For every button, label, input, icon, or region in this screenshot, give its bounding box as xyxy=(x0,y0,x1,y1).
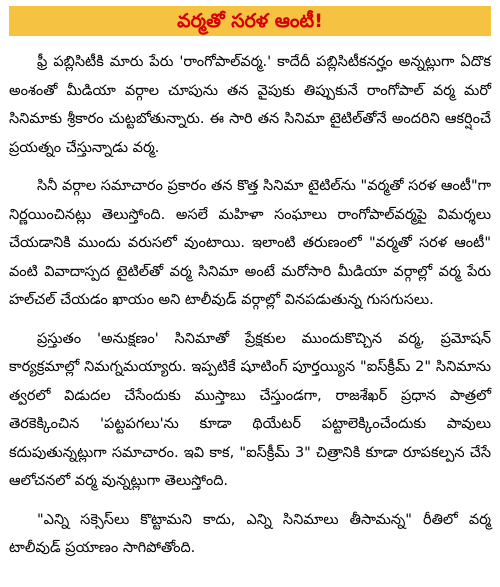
article-paragraph-1: ఫ్రీ పబ్లిసిటీకి మారు పేరు 'రాంగోపాల్‌వర్మ.' కాదేదీ పబ్లిసిటీకనర్హం అన్నట్లుగా ఏదొక అంశంతో మీడియా వర్గాల చూపును తన వైపుకు తిప్పుకునే రాంగోపాల్ వర్మ మరో సినిమాకు శ్రీకారం చుట్టబోతున్నారు. ఈ సారి తన సినిమా టైటిల్‌తోనే అందరిని ఆకర్షించే ప్రయత్నం చేస్తున్నాడు వర్మ. xyxy=(9,54,491,156)
article-body xyxy=(9,48,491,563)
article-paragraph-3: ప్రస్తుతం 'అనుక్షణం' సినిమాతో ప్రేక్షకుల ముందుకొచ్చిన వర్మ, ప్రమోషన్ కార్యక్రమాల్లో నిమగ్నమయ్యారు. ఇప్పటికే షూటింగ్ పూర్తయ్యిన "ఐస్‌క్రీమ్ 2" సినిమాను త్వరలో విడుదల చేసేందుకు ముస్తాబు చేస్తుండగా, రాజశేఖర్ ప్రధాన పాత్రలో తెరకెక్కించిన 'పట్టపగలు'ను కూడా థియేటర్ పట్టాలెక్కించేందుకు పావులు కదుపుతున్నట్లుగా సమాచారం. ఇవి కాక, "ఐస్‌క్రీమ్ 3" చిత్రానికి కూడా రూపకల్పన చేసే ఆలోచనలో వర్మ వున్నట్లుగా తెలుస్తోంది. xyxy=(9,330,491,489)
article-paragraph-4: "ఎన్ని సక్సెస్‌లు కొట్టామని కాదు, ఎన్ని సినిమాలు తీసామన్న" రీతిలో వర్మ టాలీవుడ్ ప్రయాణం సాగిపోతోంది. xyxy=(9,511,491,556)
article-paragraph-2: సినీ వర్గాల సమాచారం ప్రకారం తన కొత్త సినిమా టైటిల్‌ను "వర్మతో సరళ ఆంటీ"గా నిర్ణయించినట్లు తెలుస్తోంది. అసలే మహిళా సంఘాలు రాంగోపాల్‌వర్మపై విమర్శలు చేయడానికి ముందు వరుసలో వుంటాయి. ఇలాంటి తరుణంలో "వర్మతో సరళ ఆంటీ" వంటి వివాదాస్పద టైటిల్‌తో వర్మ సినిమా అంటే మరోసారి మీడియా వర్గాల్లో వర్మ పేరు హల్‌చల్ చేయడం ఖాయం అని టాలీవుడ్ వర్గాల్లో వినపడుతున్న గుసగుసలు. xyxy=(9,178,491,308)
article-title: వర్మతో సరళ ఆంటీ! xyxy=(177,10,323,32)
title-bar xyxy=(9,6,491,36)
